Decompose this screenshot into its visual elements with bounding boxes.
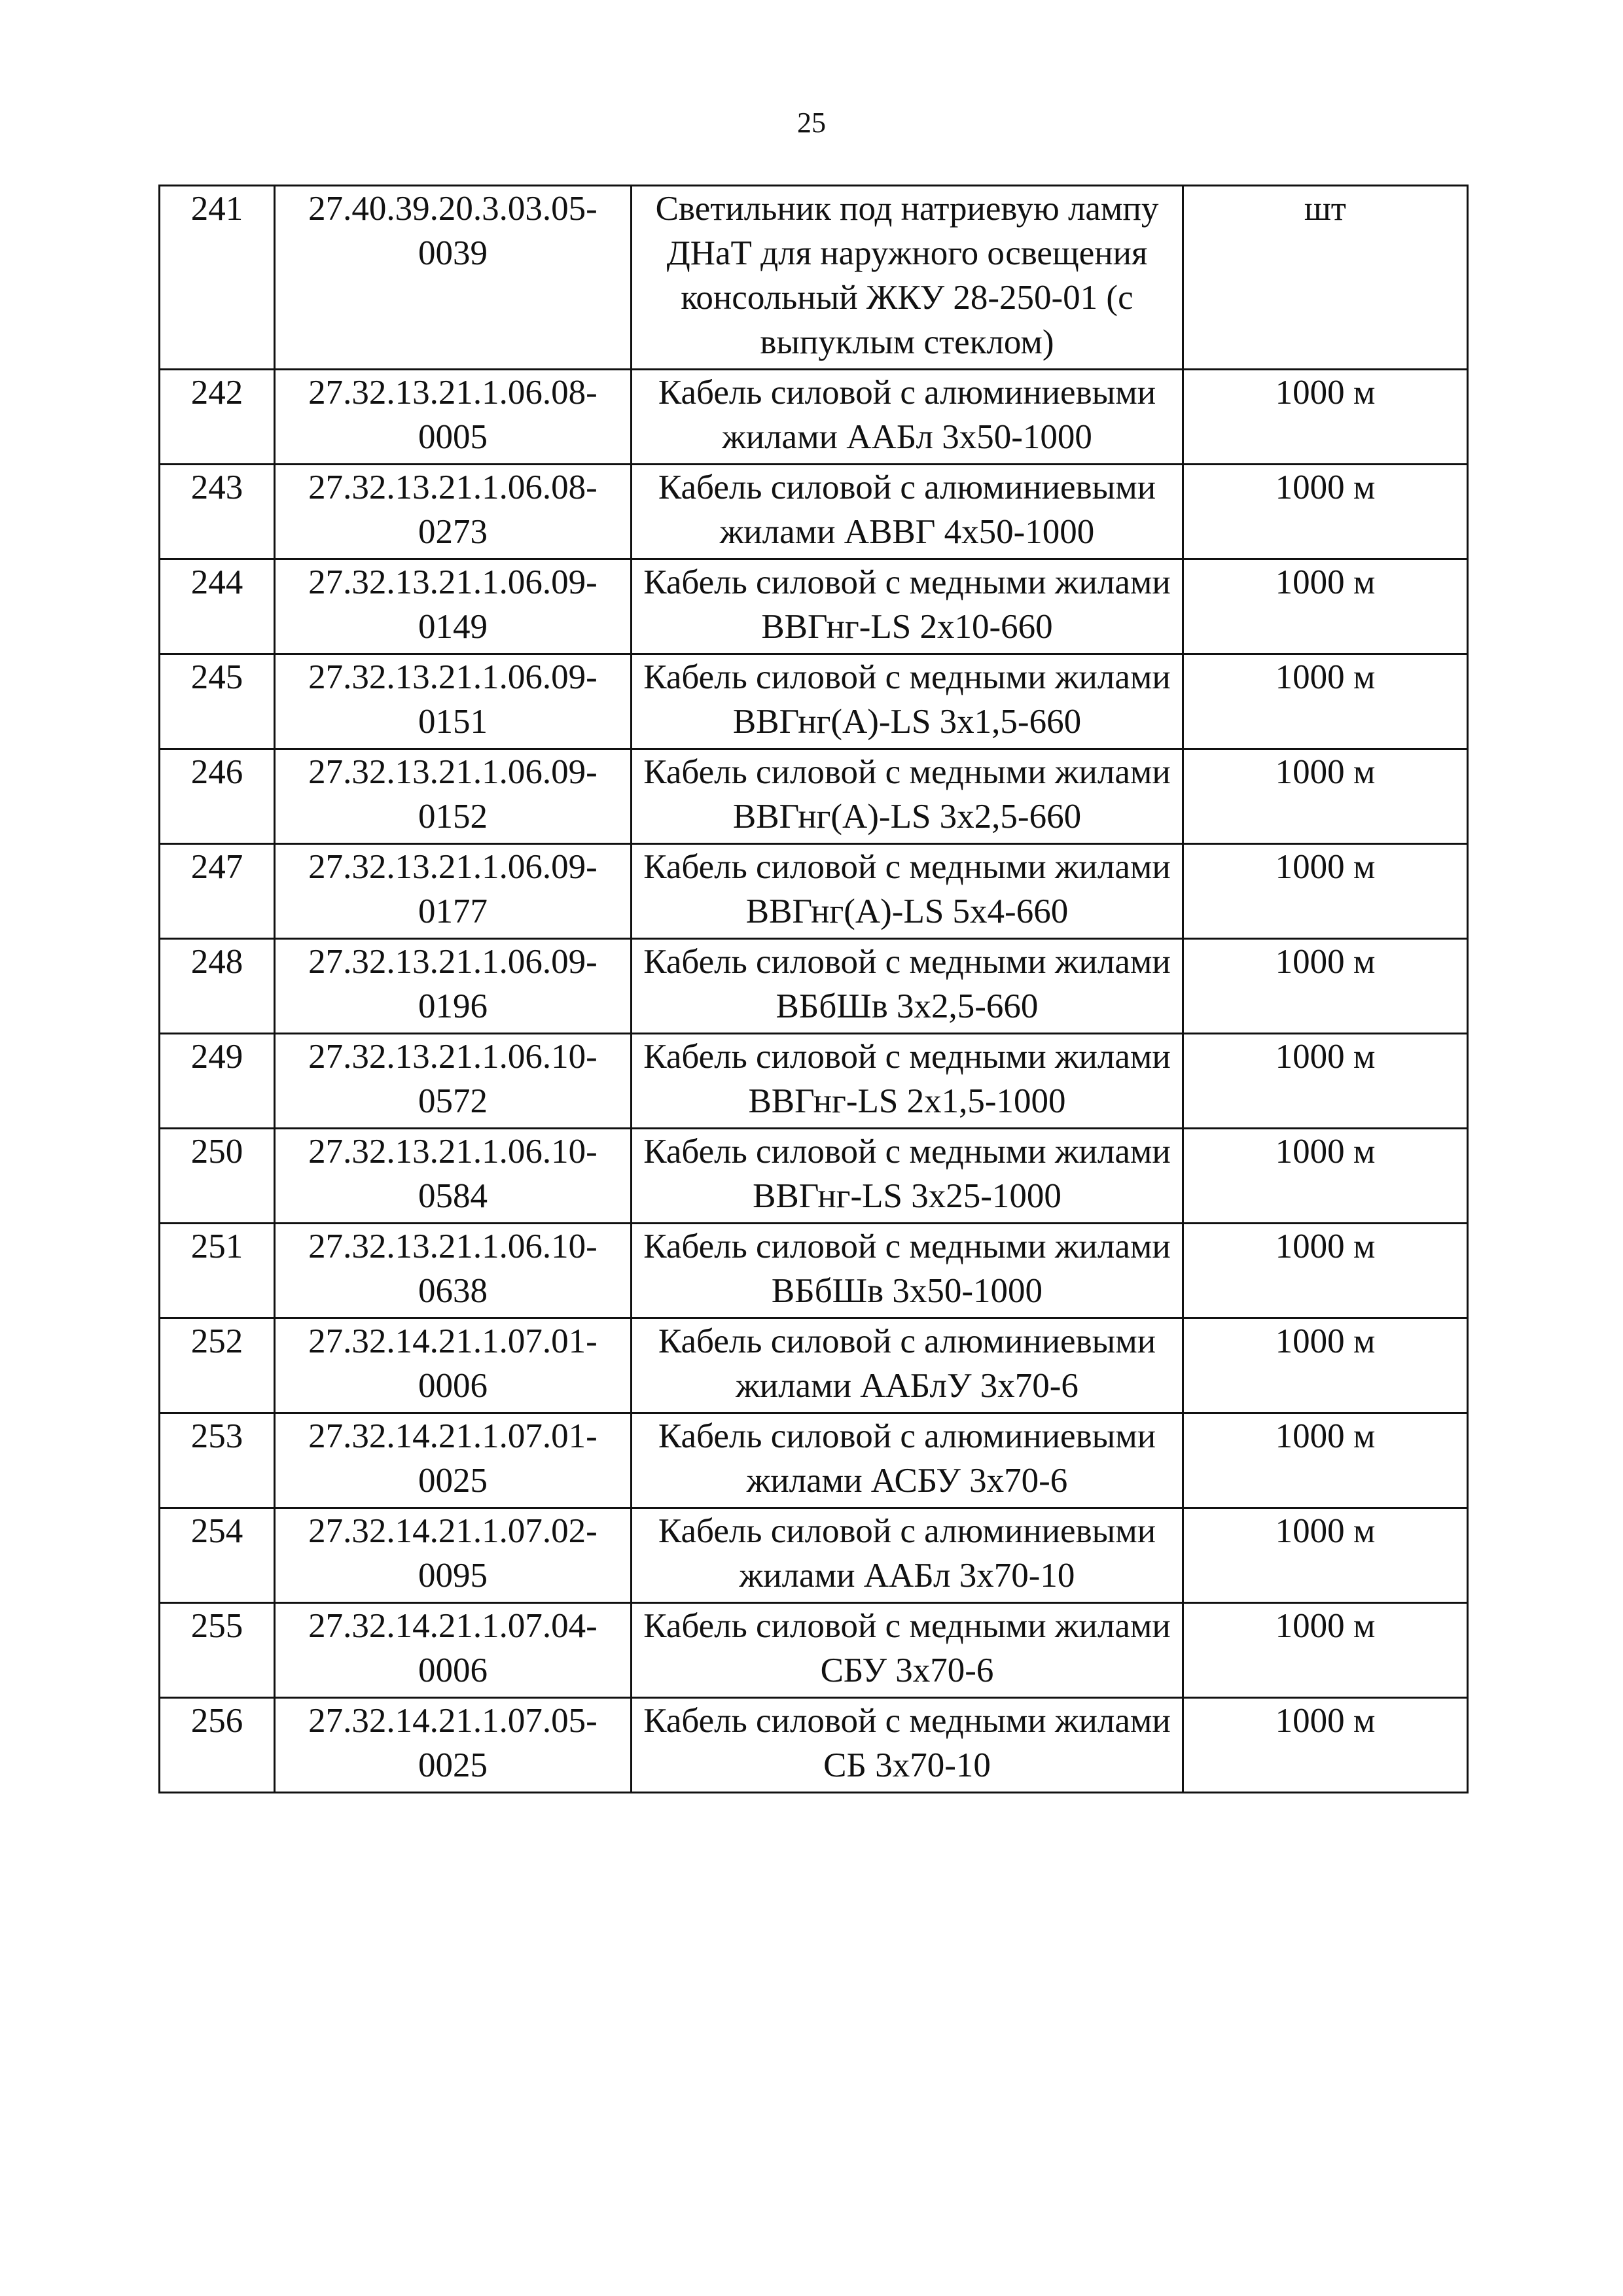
row-code: [275, 749, 632, 844]
row-code-text: 27.32.14.21.1.07.01-0025: [308, 1417, 597, 1500]
row-unit: [1183, 844, 1468, 939]
row-code: [275, 1603, 632, 1698]
table-row: [160, 1318, 1468, 1413]
row-code: [275, 939, 632, 1034]
row-number-text: 255: [190, 1607, 243, 1645]
row-name-text: Кабель силовой с медными жилами ВВГнг-LS 3х25-1000: [643, 1133, 1171, 1215]
row-number: [160, 370, 275, 465]
row-code-text: 27.32.14.21.1.07.02-0095: [308, 1512, 597, 1595]
row-code-text: 27.32.14.21.1.07.01-0006: [308, 1322, 597, 1405]
row-code-text: 27.32.13.21.1.06.09-0149: [308, 563, 597, 646]
row-number: [160, 1698, 275, 1793]
row-name-text: Кабель силовой с медными жилами ВБбШв 3х2,5-660: [643, 943, 1171, 1025]
row-name: [632, 1698, 1183, 1793]
table-row: [160, 186, 1468, 370]
row-code: [275, 559, 632, 654]
row-name-text: Кабель силовой с алюминиевыми жилами АСБУ 3х70-6: [658, 1417, 1156, 1500]
row-number: [160, 749, 275, 844]
row-name-text: Кабель силовой с алюминиевыми жилами АВВГ 4х50-1000: [658, 468, 1156, 551]
row-code-text: 27.40.39.20.3.03.05-0039: [308, 190, 597, 272]
row-name: [632, 1508, 1183, 1603]
row-code-text: 27.32.14.21.1.07.04-0006: [308, 1607, 597, 1689]
row-code: [275, 465, 632, 559]
row-number: [160, 844, 275, 939]
row-unit: [1183, 559, 1468, 654]
row-number: [160, 465, 275, 559]
row-code: [275, 1129, 632, 1224]
table-row: [160, 1698, 1468, 1793]
table-row: [160, 559, 1468, 654]
row-name: [632, 1318, 1183, 1413]
row-code: [275, 1698, 632, 1793]
row-number-text: 241: [190, 190, 243, 228]
row-unit: [1183, 1318, 1468, 1413]
row-unit-text: 1000 м: [1275, 1322, 1376, 1360]
row-code-text: 27.32.13.21.1.06.10-0638: [308, 1227, 597, 1310]
row-name: [632, 1224, 1183, 1318]
row-name: [632, 1603, 1183, 1698]
row-name: [632, 939, 1183, 1034]
table-row: [160, 654, 1468, 749]
row-number: [160, 1224, 275, 1318]
row-number: [160, 1034, 275, 1129]
row-number-text: 254: [190, 1512, 243, 1550]
row-name: [632, 749, 1183, 844]
row-number-text: 250: [190, 1133, 243, 1171]
row-code-text: 27.32.13.21.1.06.09-0177: [308, 848, 597, 930]
row-name-text: Кабель силовой с алюминиевыми жилами ААБлУ 3х70-6: [658, 1322, 1156, 1405]
table-row: [160, 1413, 1468, 1508]
row-number-text: 242: [190, 374, 243, 412]
row-name-text: Кабель силовой с медными жилами ВВГнг-LS 2х10-660: [643, 563, 1171, 646]
row-code: [275, 654, 632, 749]
row-number-text: 249: [190, 1038, 243, 1076]
row-name: [632, 186, 1183, 370]
row-unit: [1183, 939, 1468, 1034]
row-unit-text: 1000 м: [1275, 943, 1376, 981]
row-name: [632, 1413, 1183, 1508]
row-code-text: 27.32.14.21.1.07.05-0025: [308, 1702, 597, 1784]
row-unit-text: 1000 м: [1275, 1133, 1376, 1171]
materials-table: [158, 185, 1469, 1793]
row-code: [275, 1034, 632, 1129]
row-name: [632, 465, 1183, 559]
row-code-text: 27.32.13.21.1.06.09-0152: [308, 753, 597, 836]
table-row: [160, 370, 1468, 465]
row-name-text: Кабель силовой с медными жилами СБУ 3х70-6: [643, 1607, 1171, 1689]
row-unit-text: 1000 м: [1275, 468, 1376, 506]
row-code: [275, 1318, 632, 1413]
table-row: [160, 1603, 1468, 1698]
row-unit: [1183, 186, 1468, 370]
row-unit-text: 1000 м: [1275, 1702, 1376, 1740]
row-name-text: Кабель силовой с медными жилами ВВГнг-LS 2х1,5-1000: [643, 1038, 1171, 1120]
row-name: [632, 654, 1183, 749]
row-number-text: 253: [190, 1417, 243, 1455]
row-code-text: 27.32.13.21.1.06.09-0196: [308, 943, 597, 1025]
table-row: [160, 1508, 1468, 1603]
row-code: [275, 1224, 632, 1318]
row-unit-text: 1000 м: [1275, 658, 1376, 696]
row-code: [275, 370, 632, 465]
row-number: [160, 1318, 275, 1413]
row-code: [275, 844, 632, 939]
row-name: [632, 1034, 1183, 1129]
row-unit: [1183, 370, 1468, 465]
row-code: [275, 1508, 632, 1603]
page-number: 25: [797, 107, 826, 139]
row-name-text: Кабель силовой с алюминиевыми жилами ААБл 3х50-1000: [658, 374, 1156, 456]
row-number: [160, 1603, 275, 1698]
row-unit-text: 1000 м: [1275, 1512, 1376, 1550]
row-unit: [1183, 465, 1468, 559]
table-row: [160, 1224, 1468, 1318]
row-name-text: Кабель силовой с медными жилами СБ 3х70-10: [643, 1702, 1171, 1784]
row-code-text: 27.32.13.21.1.06.08-0273: [308, 468, 597, 551]
row-number: [160, 1508, 275, 1603]
row-number: [160, 654, 275, 749]
row-unit: [1183, 1508, 1468, 1603]
row-number-text: 247: [190, 848, 243, 886]
row-name-text: Кабель силовой с алюминиевыми жилами ААБл 3х70-10: [658, 1512, 1156, 1595]
row-name-text: Кабель силовой с медными жилами ВВГнг(А)-LS 3х1,5-660: [643, 658, 1171, 741]
table-row: [160, 749, 1468, 844]
row-unit-text: 1000 м: [1275, 1417, 1376, 1455]
row-unit-text: 1000 м: [1275, 1607, 1376, 1645]
row-unit: [1183, 1224, 1468, 1318]
row-number: [160, 186, 275, 370]
row-number-text: 256: [190, 1702, 243, 1740]
row-number: [160, 939, 275, 1034]
row-code-text: 27.32.13.21.1.06.10-0572: [308, 1038, 597, 1120]
row-unit-text: шт: [1304, 190, 1346, 228]
row-code-text: 27.32.13.21.1.06.08-0005: [308, 374, 597, 456]
row-unit-text: 1000 м: [1275, 1038, 1376, 1076]
table-row: [160, 844, 1468, 939]
row-code: [275, 1413, 632, 1508]
row-unit-text: 1000 м: [1275, 848, 1376, 886]
row-name: [632, 1129, 1183, 1224]
row-number: [160, 1129, 275, 1224]
row-code: [275, 186, 632, 370]
row-number-text: 245: [190, 658, 243, 696]
table-body: [160, 186, 1468, 1793]
row-number-text: 244: [190, 563, 243, 601]
row-name-text: Кабель силовой с медными жилами ВВГнг(А)-LS 5х4-660: [643, 848, 1171, 930]
row-number-text: 243: [190, 468, 243, 506]
table-row: [160, 1034, 1468, 1129]
row-number-text: 252: [190, 1322, 243, 1360]
row-unit-text: 1000 м: [1275, 753, 1376, 791]
table-row: [160, 939, 1468, 1034]
row-name: [632, 370, 1183, 465]
row-unit: [1183, 1034, 1468, 1129]
row-name-text: Кабель силовой с медными жилами ВВГнг(А)-LS 3х2,5-660: [643, 753, 1171, 836]
row-unit: [1183, 654, 1468, 749]
row-number-text: 248: [190, 943, 243, 981]
row-number: [160, 1413, 275, 1508]
row-unit-text: 1000 м: [1275, 563, 1376, 601]
row-name-text: Светильник под натриевую лампу ДНаТ для наружного освещения консольный ЖКУ 28-250-01 (с выпуклым стеклом): [655, 190, 1159, 361]
row-code-text: 27.32.13.21.1.06.09-0151: [308, 658, 597, 741]
row-code-text: 27.32.13.21.1.06.10-0584: [308, 1133, 597, 1215]
row-unit: [1183, 1603, 1468, 1698]
row-unit-text: 1000 м: [1275, 1227, 1376, 1265]
row-number-text: 251: [190, 1227, 243, 1265]
row-name: [632, 844, 1183, 939]
row-unit: [1183, 749, 1468, 844]
table-row: [160, 1129, 1468, 1224]
row-number-text: 246: [190, 753, 243, 791]
row-unit: [1183, 1413, 1468, 1508]
row-number: [160, 559, 275, 654]
row-name-text: Кабель силовой с медными жилами ВБбШв 3х50-1000: [643, 1227, 1171, 1310]
row-name: [632, 559, 1183, 654]
row-unit-text: 1000 м: [1275, 374, 1376, 412]
row-unit: [1183, 1698, 1468, 1793]
row-unit: [1183, 1129, 1468, 1224]
table-row: [160, 465, 1468, 559]
